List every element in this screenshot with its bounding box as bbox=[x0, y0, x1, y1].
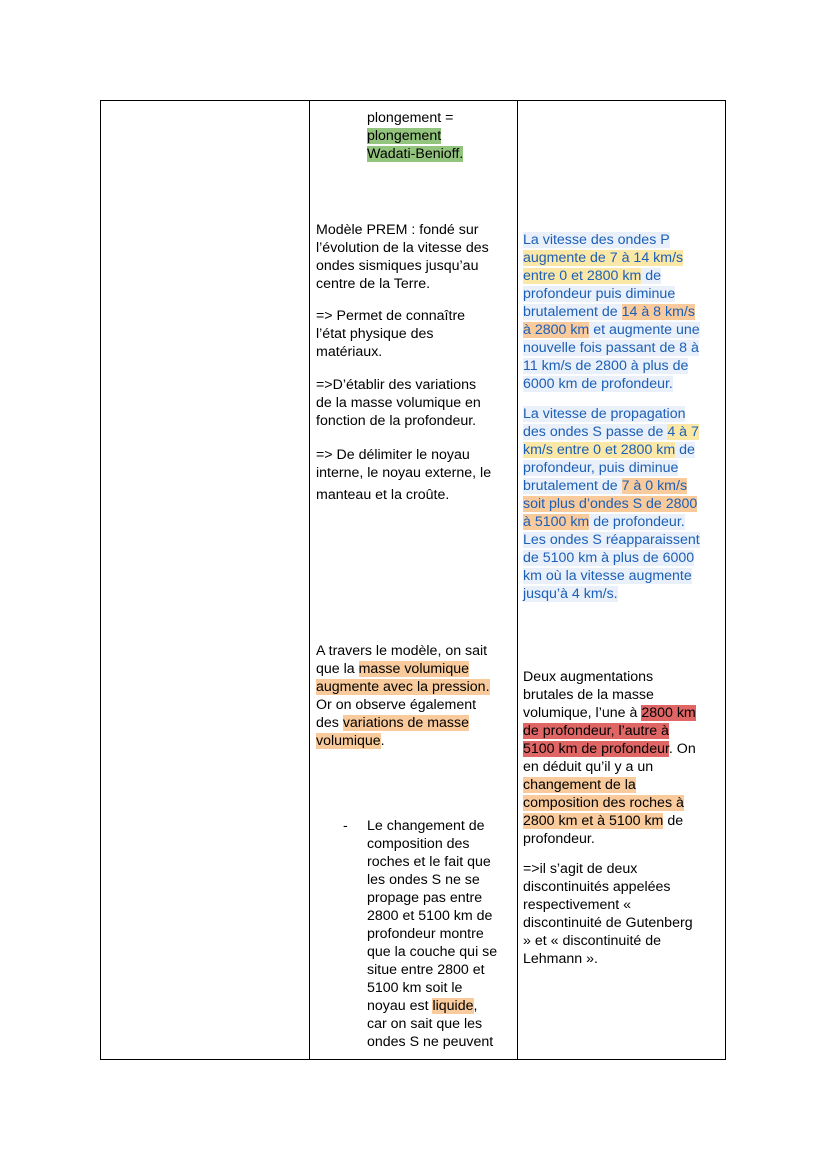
column-divider-1 bbox=[309, 101, 310, 1059]
ondes-s-paragraph: La vitesse de propagation des ondes S passe de 4 à 7 km/s entre 0 et 2800 km de profondeur, puis diminue brutalement de 7 à 0 km/s soit plus d’ondes S de 2800 à 5100 km de profondeur. Les ondes S réapparaissent de 5100 km à plus de 6000 km où la vitesse augmente jusqu’à 4 km/s. bbox=[523, 406, 700, 602]
discontinuites-paragraph: =>il s’agit de deux discontinuités appelées respectivement « discontinuité de Gutenberg » et « discontinuité de Lehmann ». bbox=[523, 861, 693, 967]
prem-paragraph: Modèle PREM : fondé sur l’évolution de la vitesse des ondes sismiques jusqu’au centre de la Terre. bbox=[316, 222, 489, 292]
column-divider-2 bbox=[517, 101, 518, 1059]
etablir-paragraph: =>D’établir des variations de la masse volumique en fonction de la profondeur. bbox=[316, 377, 481, 429]
permet-paragraph: => Permet de connaître l’état physique des matériaux. bbox=[316, 308, 466, 360]
travers-paragraph: A travers le modèle, on sait que la masse volumique augmente avec la pression. Or on observe également des variations de masse volumique. bbox=[316, 643, 490, 749]
masse-volumique-paragraph: Deux augmentations brutales de la masse volumique, l’une à 2800 km de profondeur, l’autre à 5100 km de profondeur. On en déduit qu’il y a un changement de la composition des roches à 2800 km et à 5100 km de profondeur. bbox=[523, 669, 696, 847]
delimiter-paragraph: => De délimiter le noyau interne, le noyau externe, le manteau et la croûte. bbox=[316, 447, 492, 503]
plongement-text: plongement = plongement Wadati-Benioff. bbox=[367, 110, 464, 162]
ondes-p-paragraph: La vitesse des ondes P augmente de 7 à 14 km/s entre 0 et 2800 km de profondeur puis diminue brutalement de 14 à 8 km/s à 2800 km et augmente une nouvelle fois passant de 8 à 11 km/s de 2800 à plus de 6000 km de profondeur. bbox=[523, 232, 700, 392]
list-item: - Le changement de composition des roches et le fait que les ondes S ne se propage pas entre 2800 et 5100 km de profondeur montre que la couche qui se situe entre 2800 et 5100 km soit le noyau est liquide, car on sait que les ondes S ne peuvent bbox=[343, 818, 498, 1050]
list-bullet: - bbox=[343, 818, 348, 834]
